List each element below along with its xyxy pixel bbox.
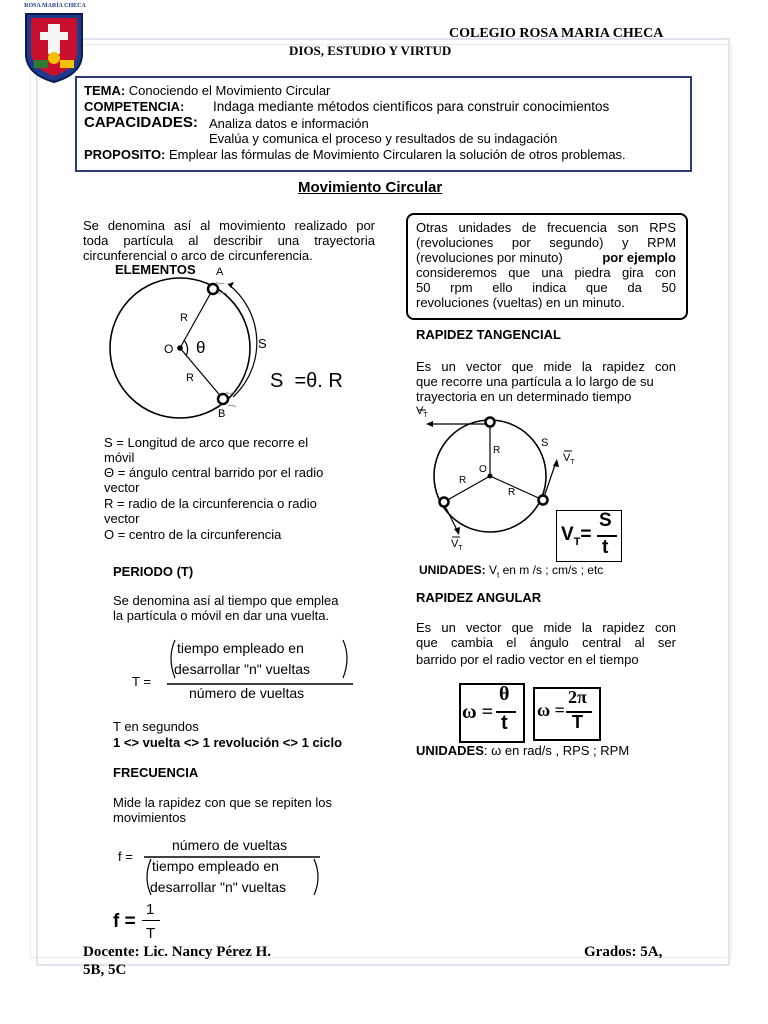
t-formula-num-1: tiempo empleado en: [177, 640, 304, 656]
def-theta-line-1: Θ = ángulo central barrido por el radio: [104, 465, 324, 480]
tangential-center-o: O: [479, 464, 487, 475]
tangential-r-right: R: [508, 487, 516, 498]
tangencial-line-1: Es un vector que mide la rapidez con: [416, 359, 676, 374]
t-formula-num-2: desarrollar "n" vueltas: [174, 661, 311, 677]
f-inverse-bar: [142, 920, 160, 921]
omega-2-den: T: [572, 712, 583, 732]
point-b-label: B: [218, 408, 226, 420]
def-s-line-2: móvil: [104, 450, 135, 465]
omega-1-num: θ: [499, 683, 510, 705]
f-formula-lhs: f =: [118, 849, 133, 864]
box-line-5: 50 rpm ello indica que da 50: [416, 280, 676, 295]
box-line-6: revoluciones (vueltas) en un minuto.: [416, 295, 625, 310]
school-motto: DIOS, ESTUDIO Y VIRTUD: [289, 43, 452, 58]
unidades-t-label: UNIDADES:: [419, 563, 486, 577]
tangencial-heading: RAPIDEZ TANGENCIAL: [416, 327, 561, 342]
tangencial-line-3: trayectoria en un determinado tiempo: [416, 389, 632, 404]
vt-top-label: V: [416, 405, 424, 417]
box-line-4: consideremos que una piedra gira con: [416, 265, 676, 280]
competencia-label: COMPETENCIA:: [84, 99, 185, 114]
vt-formula-den: t: [602, 537, 609, 558]
box-line-3a: (revoluciones por minuto): [416, 250, 563, 265]
def-r-line-1: R = radio de la circunferencia o radio: [104, 496, 317, 511]
f-formula-den-2: desarrollar "n" vueltas: [150, 879, 287, 895]
unidades-w-value: : ω en rad/s , RPS ; RPM: [483, 743, 630, 758]
footer-grados-2: 5B, 5C: [83, 962, 127, 978]
arc-length-formula: S =θ. R: [270, 370, 343, 392]
vt-bottom-sub: T: [458, 545, 463, 553]
unidades-t-sub: t: [497, 570, 500, 580]
f-inverse-lhs: f =: [113, 911, 136, 932]
vt-top-sub: T: [423, 412, 428, 420]
f-inverse-num: 1: [146, 901, 155, 918]
angular-line-1: Es un vector que mide la rapidez con: [416, 620, 676, 635]
tema-value: Conociendo el Movimiento Circular: [128, 83, 331, 98]
f-formula-den-1: tiempo empleado en: [152, 858, 279, 874]
vt-right-sub: T: [570, 459, 575, 467]
vt-bottom-label: V: [451, 538, 459, 550]
school-name: COLEGIO ROSA MARIA CHECA: [449, 26, 664, 41]
center-o-label: O: [164, 342, 174, 356]
capacidad-2: Evalúa y comunica el proceso y resultados de su indagación: [209, 131, 558, 146]
periodo-heading: PERIODO (T): [113, 564, 194, 579]
unidades-t-rest: en m /s ; cm/s ; etc: [502, 563, 604, 577]
t-equivalence: 1 <> vuelta <> 1 revolución <> 1 ciclo: [113, 735, 343, 750]
radius-r2-label: R: [186, 372, 194, 384]
vt-formula-eq: =: [580, 524, 592, 545]
def-theta-line-2: vector: [104, 480, 140, 495]
box-line-2: (revoluciones por segundo) y RPM: [416, 235, 676, 250]
competencia-value: Indaga mediante métodos científicos para construir conocimientos: [213, 99, 610, 114]
def-o-line: O = centro de la circunferencia: [104, 527, 282, 542]
proposito-value: Emplear las fórmulas de Movimiento Circularen la solución de otros problemas.: [169, 147, 626, 162]
def-r-line-2: vector: [104, 511, 140, 526]
omega-2-lhs: ω =: [537, 700, 565, 720]
intro-line-1: Se denomina así al movimiento realizado por: [83, 218, 375, 233]
vt-right-label: V: [563, 452, 571, 464]
def-s-line-1: S = Longitud de arco que recorre el: [104, 435, 309, 450]
school-logo: [22, 2, 86, 84]
box-line-3b: por ejemplo: [602, 250, 676, 265]
unidades-w-label: UNIDADES: [416, 743, 484, 758]
intro-line-2: toda partícula al describir una trayectoria: [83, 233, 375, 248]
angular-line-2: que cambia el ángulo central al ser: [416, 635, 676, 650]
f-formula-num: número de vueltas: [172, 837, 288, 853]
t-units: T en segundos: [113, 719, 199, 734]
omega-1-den: t: [501, 712, 508, 734]
radius-r1-label: R: [180, 312, 188, 324]
t-formula-lhs: T =: [132, 674, 151, 689]
periodo-line-1: Se denomina así al tiempo que emplea: [113, 593, 339, 608]
logo-text: ROSA MARÍA CHECA: [24, 3, 86, 9]
proposito-label: PROPOSITO:: [84, 147, 166, 162]
point-a-label: A: [216, 266, 224, 278]
frecuencia-heading: FRECUENCIA: [113, 765, 199, 780]
vt-formula-num: S: [599, 510, 612, 531]
footer-docente: Docente: Lic. Nancy Pérez H.: [83, 944, 271, 960]
omega-1-lhs: ω =: [462, 701, 494, 723]
angular-line-3: barrido por el radio vector en el tiempo: [416, 652, 639, 667]
tangential-s-label: S: [541, 437, 549, 449]
capacidades-label: CAPACIDADES:: [84, 114, 198, 131]
arc-s-label: S: [258, 336, 267, 351]
frecuencia-line-2: movimientos: [113, 810, 186, 825]
angular-heading: RAPIDEZ ANGULAR: [416, 590, 542, 605]
capacidad-1: Analiza datos e información: [209, 116, 369, 131]
f-inverse-den: T: [146, 925, 156, 942]
periodo-line-2: la partícula o móvil en dar una vuelta.: [113, 608, 330, 623]
intro-line-3: circunferencial o arco de circunferencia.: [83, 248, 313, 263]
elementos-heading: ELEMENTOS: [115, 262, 196, 277]
tema-label: TEMA:: [84, 83, 126, 98]
page-title: Movimiento Circular: [298, 179, 443, 196]
vt-formula-sub: T: [573, 535, 581, 548]
theta-label: θ: [196, 338, 206, 357]
omega-2-num: 2π: [568, 687, 587, 707]
box-line-1: Otras unidades de frecuencia son RPS: [416, 220, 676, 235]
tangential-r-left: R: [459, 475, 467, 486]
vt-formula-lhs: V: [561, 524, 574, 545]
unidades-t-value: V: [489, 563, 498, 577]
footer-grados: Grados: 5A,: [584, 944, 663, 960]
frecuencia-line-1: Mide la rapidez con que se repiten los: [113, 795, 332, 810]
tangencial-line-2: que recorre una partícula a lo largo de su: [416, 374, 654, 389]
t-formula-den: número de vueltas: [189, 685, 305, 701]
tangential-r-top: R: [493, 445, 501, 456]
